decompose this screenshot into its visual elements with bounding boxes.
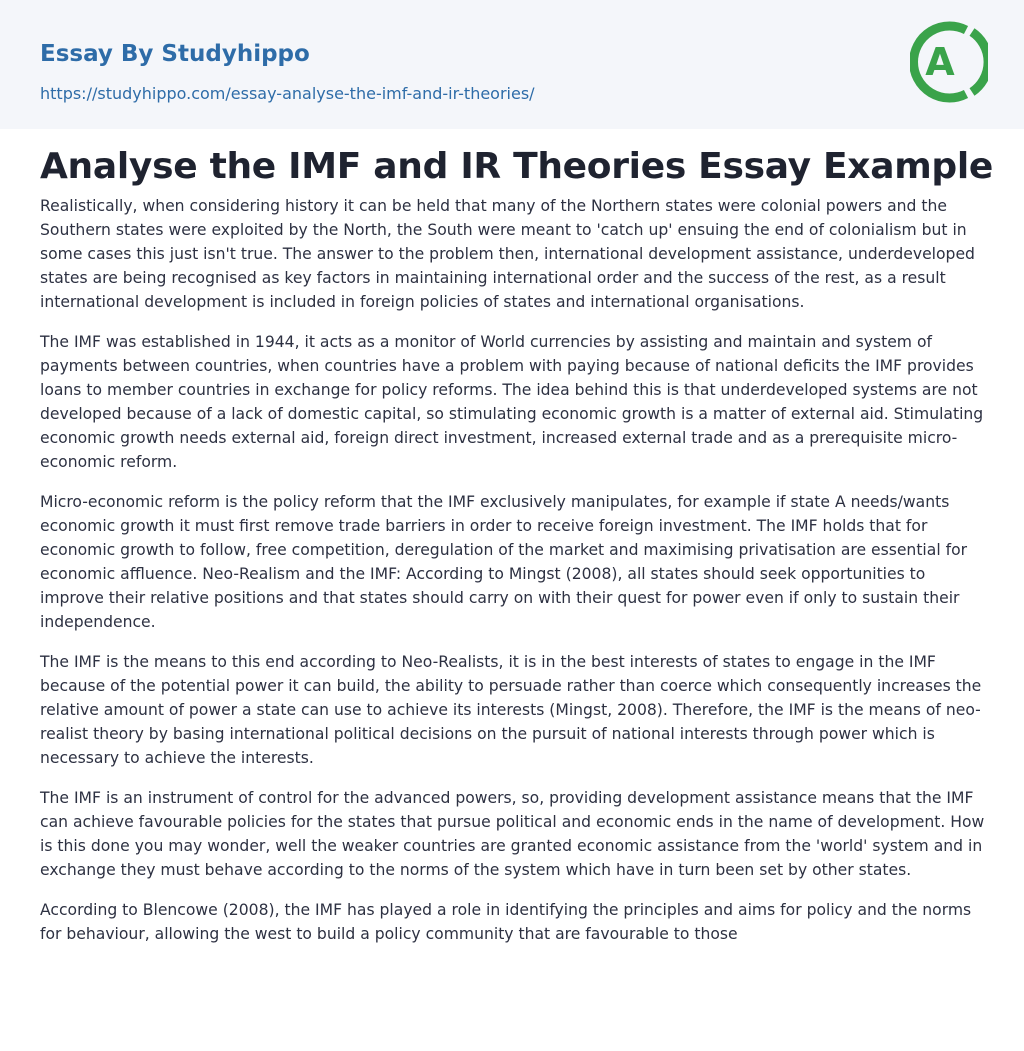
logo-letter: A [925,40,955,84]
article-paragraph: The IMF was established in 1944, it acts as a monitor of World currencies by assisting and maintain and system of payments between countries, when countries have a problem with paying because of national deficits the IMF provides loans to member countries in exchange for policy reforms. The idea behind this is that underdeveloped systems are not developed because of a lack of domestic capital, so stimulating economic growth is a matter of external aid. Stimulating economic growth needs external aid, foreign direct investment, increased external trade and as a prerequisite micro-economic reform. [40,333,984,471]
article-paragraph: The IMF is the means to this end according to Neo-Realists, it is in the best interests of states to engage in the IMF because of the potential power it can build, the ability to persuade rather than coerce which consequently increases the relative amount of power a state can use to achieve its interests (Mingst, 2008). Therefore, the IMF is the means of neo-realist theory by basing international political decisions on the pursuit of national interests through power which is necessary to achieve the interests. [40,653,982,767]
essay-url-link[interactable]: https://studyhippo.com/essay-analyse-the-imf-and-ir-theories/ [40,84,535,103]
article-body [40,194,986,962]
article-paragraph: The IMF is an instrument of control for the advanced powers, so, providing development assistance means that the IMF can achieve favourable policies for the states that pursue political and economic ends in the name of development. How is this done you may wonder, well the weaker countries are granted economic assistance from the 'world' system and in exchange they must behave according to the norms of the system which have in turn been set by other states. [40,789,985,879]
article-paragraph: Micro-economic reform is the policy reform that the IMF exclusively manipulates, for example if state A needs/wants economic growth it must first remove trade barriers in order to receive foreign investment. The IMF holds that for economic growth to follow, free competition, deregulation of the market and maximising privatisation are essential for economic affluence. Neo-Realism and the IMF: According to Mingst (2008), all states should seek opportunities to improve their relative positions and that states should carry on with their quest for power even if only to sustain their independence. [40,493,968,631]
article-paragraph: Realistically, when considering history it can be held that many of the Northern states were colonial powers and the Southern states were exploited by the North, the South were meant to 'catch up' ensuing the end of colonialism but in some cases this just isn't true. The answer to the problem then, international development assistance, underdeveloped states are being recognised as key factors in maintaining international order and the success of the rest, as a result international development is included in foreign policies of states and international organisations. [40,197,975,311]
brand-title[interactable]: Essay By Studyhippo [40,41,310,67]
page-title: Analyse the IMF and IR Theories Essay Example [40,146,994,187]
article-paragraph: According to Blencowe (2008), the IMF has played a role in identifying the principles and aims for policy and the norms for behaviour, allowing the west to build a policy community that are favourable to those [40,901,972,943]
